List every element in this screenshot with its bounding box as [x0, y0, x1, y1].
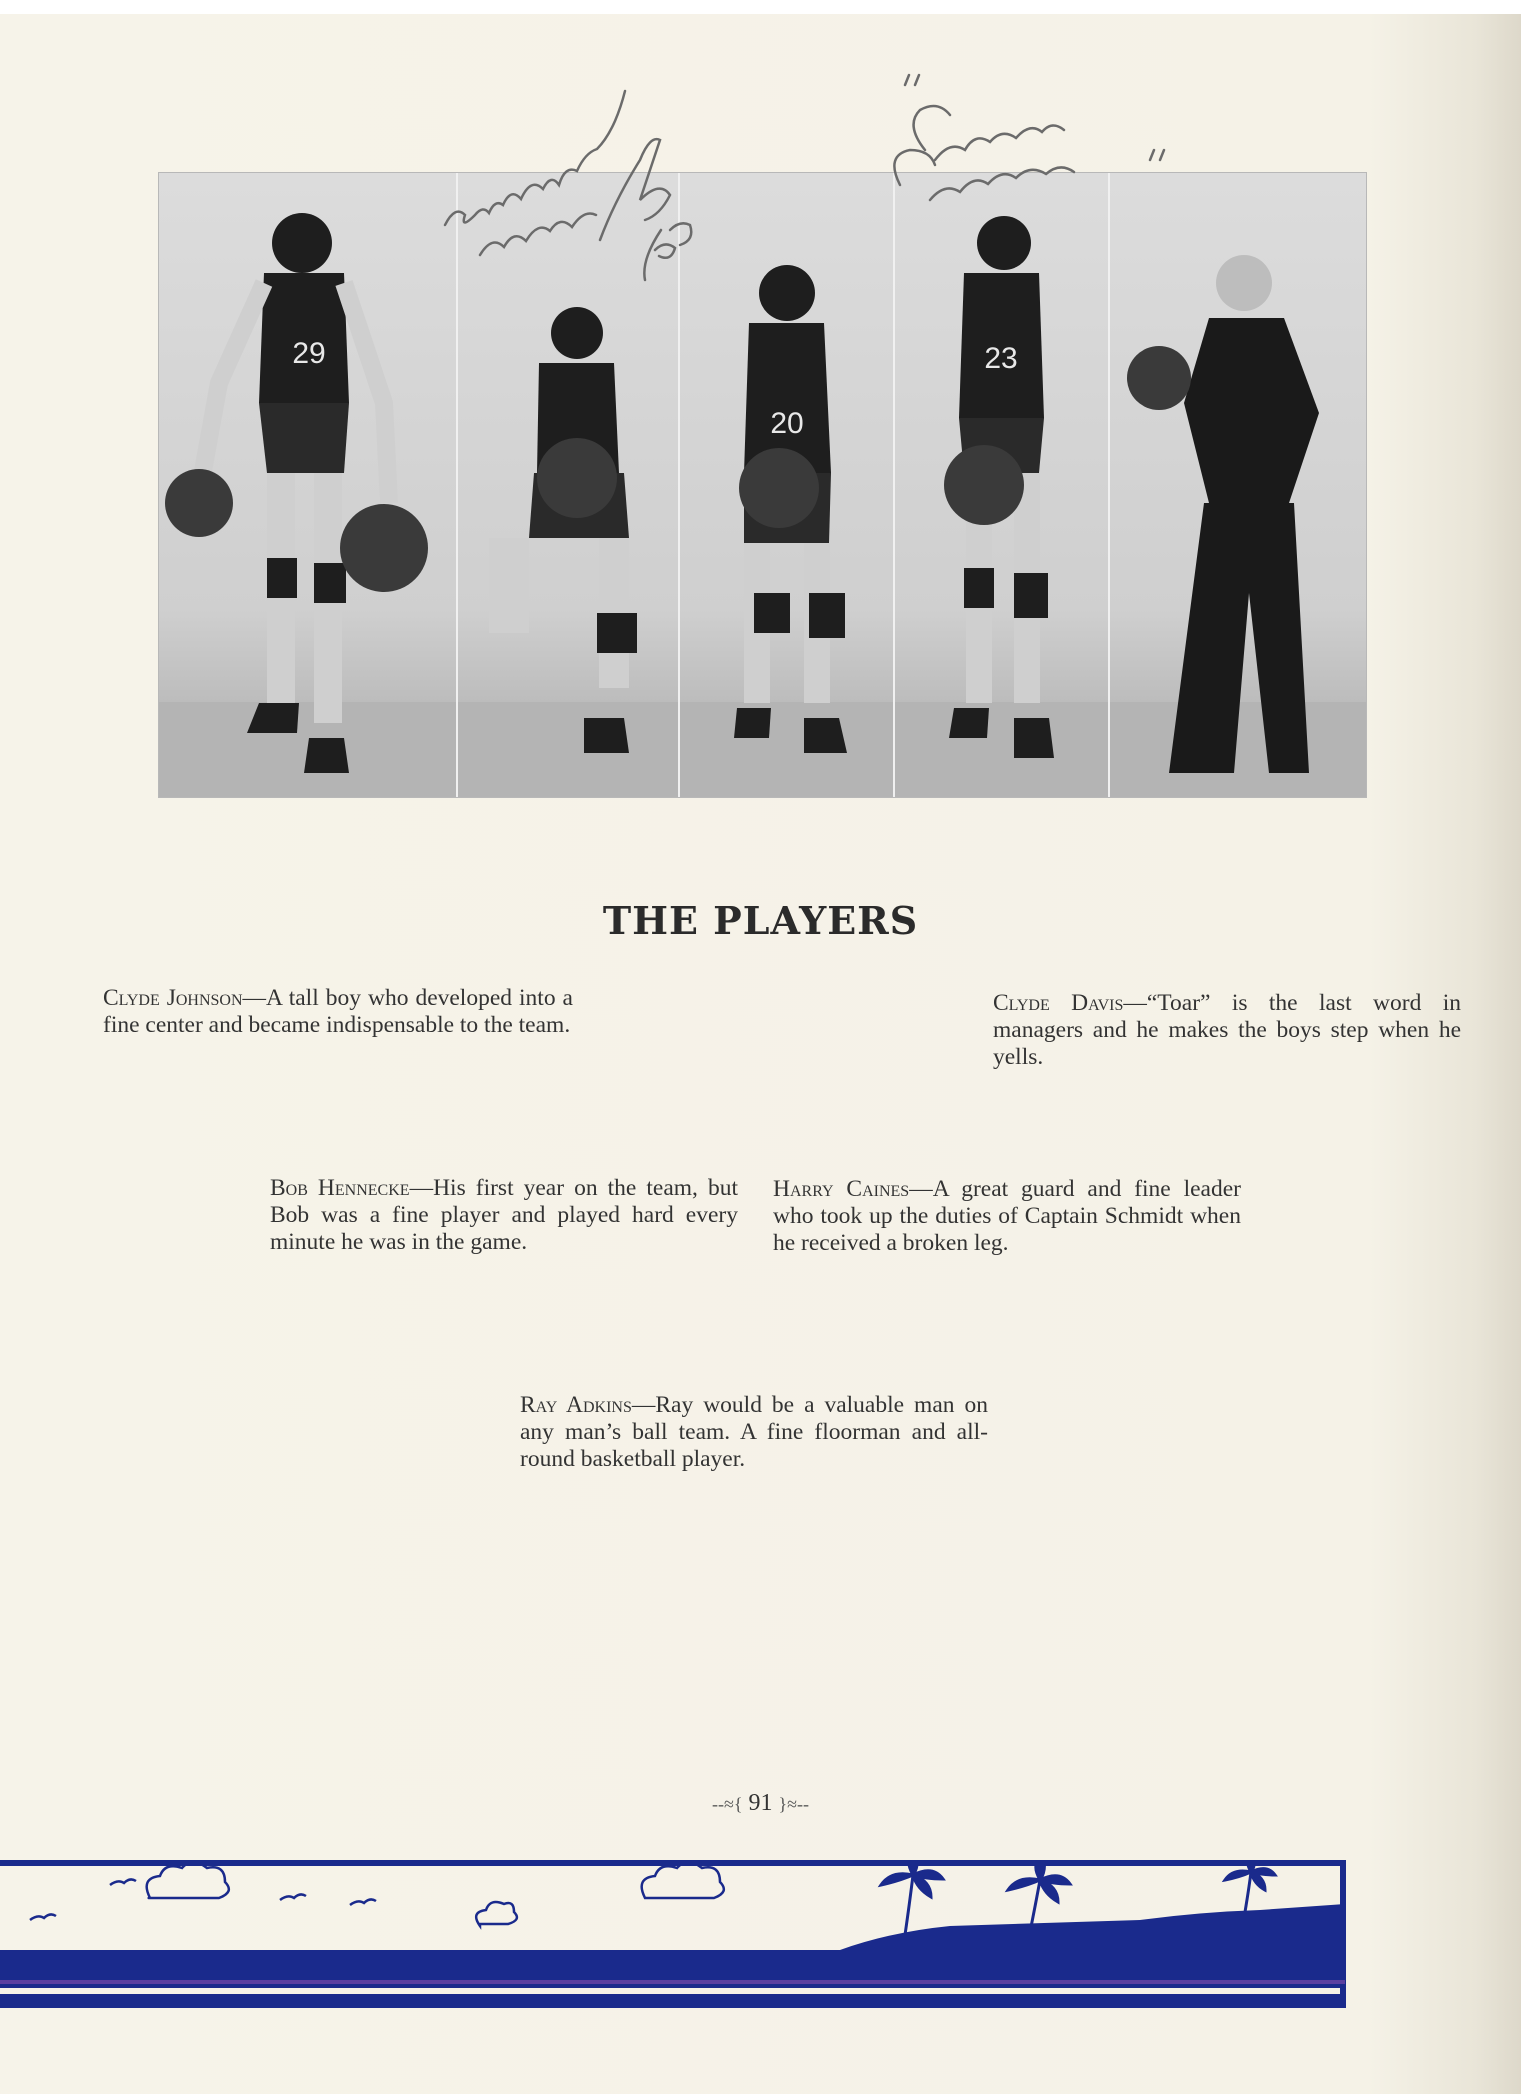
jersey-number: 20	[770, 407, 804, 440]
ornament-right: }≈--	[778, 1794, 810, 1814]
entry-name: Harry Caines	[773, 1176, 910, 1202]
page-number-value: 91	[748, 1790, 773, 1816]
jersey-number: 29	[292, 337, 326, 370]
entry-text: —His first year on the team, but Bob was a fine player and played hard every minute he was in the game.	[270, 1175, 738, 1255]
basketball-3	[537, 438, 617, 518]
entry-text: —“Toar” is the last word in managers and he makes the boys step when he yells.	[993, 990, 1461, 1070]
basketball-6	[1127, 346, 1191, 410]
entry-text: —A tall boy who developed into a fine center and became indispensable to the team.	[103, 985, 573, 1038]
entry-bob-hennecke	[270, 1175, 738, 1256]
entry-text: —Ray would be a valuable man on any man’s ball team. A fine floorman and all-round basketball player.	[520, 1392, 988, 1472]
manager-figure	[1169, 255, 1319, 773]
basketball-2	[340, 504, 428, 592]
entry-text: —A great guard and fine leader who took up the duties of Captain Schmidt when he received a broken leg.	[773, 1176, 1241, 1256]
player-figure-2	[489, 307, 637, 753]
bird-icon	[30, 1879, 376, 1920]
entry-name: Clyde Johnson	[103, 985, 243, 1011]
entry-clyde-davis	[993, 990, 1461, 1071]
handwritten-signature	[0, 0, 1521, 300]
basketball-5	[944, 445, 1024, 525]
footer-decoration	[0, 1860, 1521, 2020]
jersey-number: 23	[984, 342, 1018, 375]
footer-band	[0, 1860, 1346, 2008]
entry-ray-adkins	[520, 1392, 988, 1473]
basketball-4	[739, 448, 819, 528]
page-number	[0, 1790, 1521, 1817]
entry-name: Clyde Davis	[993, 990, 1124, 1016]
entry-harry-caines	[773, 1176, 1241, 1257]
entry-name: Ray Adkins	[520, 1392, 632, 1418]
cloud-icon	[147, 1862, 724, 1926]
page-title: THE PLAYERS	[602, 898, 919, 943]
entry-clyde-johnson	[103, 985, 573, 1039]
basketball-1	[165, 469, 233, 537]
ornament-left: --≈{	[711, 1794, 743, 1814]
entry-name: Bob Hennecke	[270, 1175, 410, 1201]
